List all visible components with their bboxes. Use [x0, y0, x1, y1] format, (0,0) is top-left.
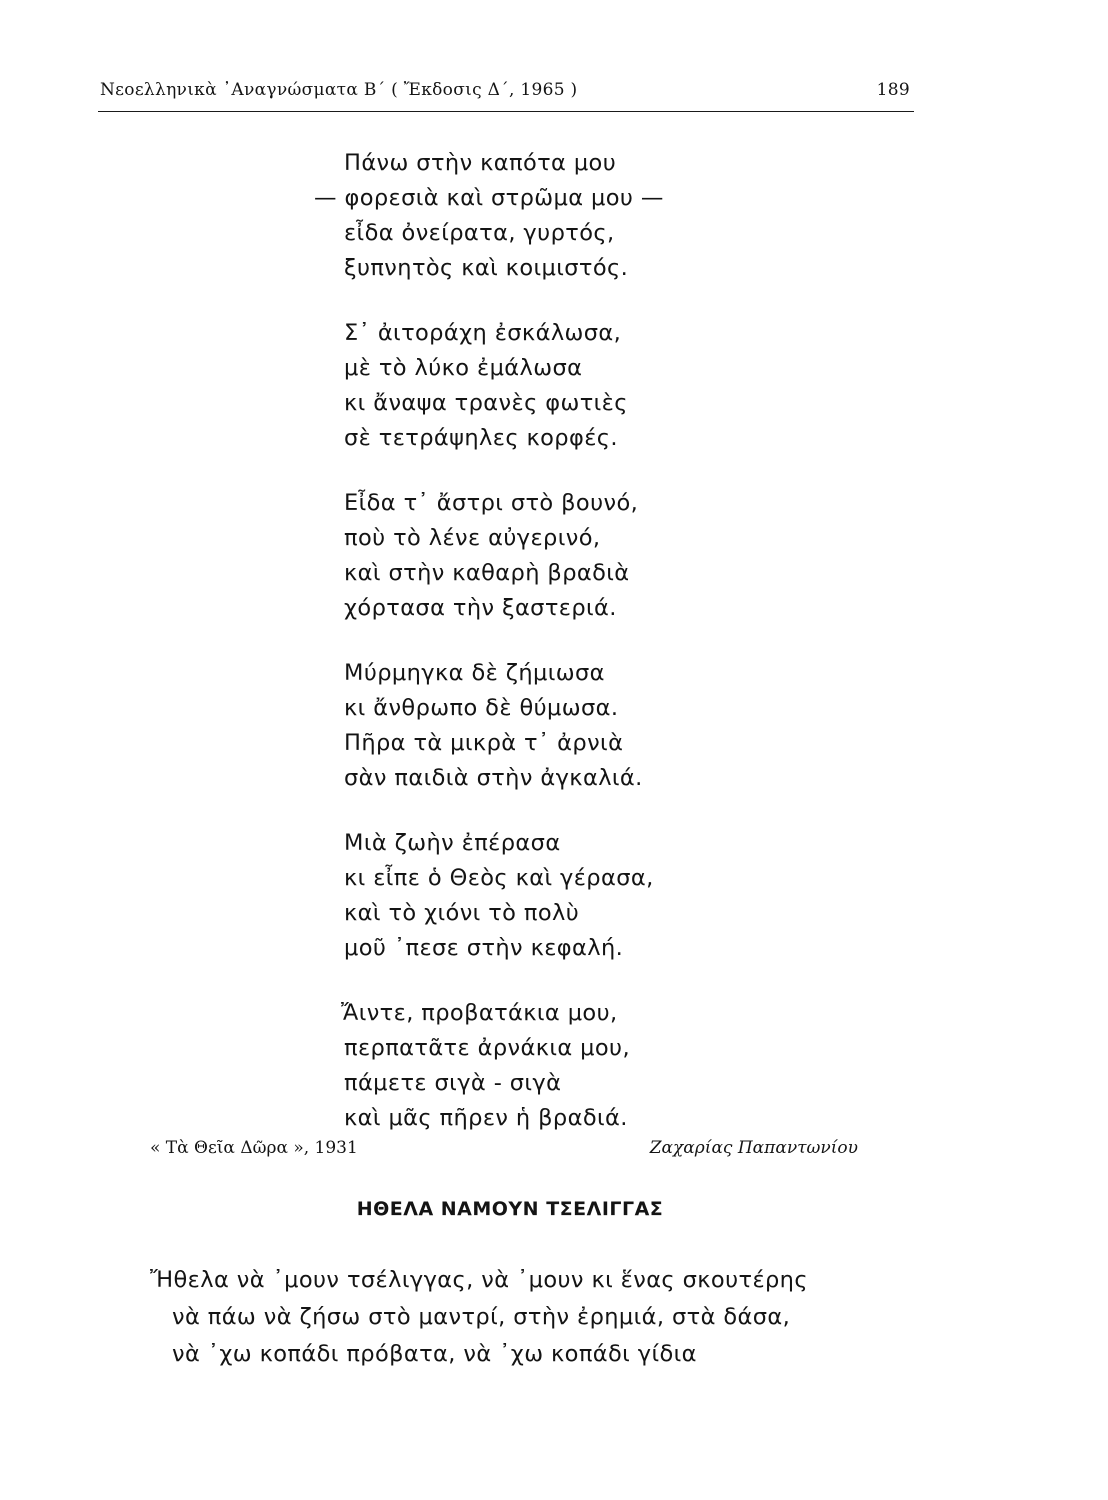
verse-line: Ἤθελα νὰ ᾿μουν τσέλιγγας, νὰ ᾿μουν κι ἕνας σκουτέρης: [150, 1267, 808, 1293]
poem-line: χόρτασα τὴν ξαστεριά.: [344, 595, 617, 621]
verse-line: νὰ ᾿χω κοπάδι πρόβατα, νὰ ᾿χω κοπάδι γίδια: [172, 1341, 697, 1367]
poem-line: Πῆρα τὰ μικρὰ τ᾿ ἀρνιὰ: [344, 730, 624, 756]
poem-line: ξυπνητὸς καὶ κοιμιστός.: [344, 255, 629, 281]
poem-line: Πάνω στὴν καπότα μου: [344, 150, 617, 176]
poem-line: Ἄιντε, προβατάκια μου,: [341, 1000, 618, 1026]
poem-line: Σ᾿ ἀιτοράχη ἐσκάλωσα,: [344, 320, 622, 346]
poem-line: καὶ στὴν καθαρὴ βραδιὰ: [344, 560, 630, 586]
poem-line: εἶδα ὀνείρατα, γυρτός,: [344, 220, 615, 246]
source-citation: « Τὰ Θεῖα Δῶρα », 1931: [150, 1138, 358, 1158]
running-title: Νεοελληνικὰ ᾿Αναγνώσματα Β΄ ( Ἔκδοσις Δ΄, 1965 ): [100, 80, 578, 100]
author-name: Ζαχαρίας Παπαντωνίου: [649, 1138, 858, 1158]
section-body: [150, 1262, 870, 1373]
poem-line: περπατᾶτε ἀρνάκια μου,: [344, 1035, 631, 1061]
poem-line: καὶ τὸ χιόνι τὸ πολὺ: [344, 900, 580, 926]
poem-line: Μιὰ ζωὴν ἐπέρασα: [344, 830, 561, 856]
poem: [314, 146, 744, 1166]
poem-line: κι ἄναψα τρανὲς φωτιὲς: [344, 390, 628, 416]
poem-line: — φορεσιὰ καὶ στρῶμα μου —: [314, 185, 664, 211]
poem-line: ποὺ τὸ λένε αὐγερινό,: [344, 525, 601, 551]
poem-line: Μύρμηγκα δὲ ζήμιωσα: [344, 660, 605, 686]
stanza-6: [341, 996, 744, 1136]
poem-line: σὲ τετράψηλες κορφές.: [344, 425, 618, 451]
stanza-5: [344, 826, 744, 966]
poem-line: Εἶδα τ᾿ ἄστρι στὸ βουνό,: [344, 490, 639, 516]
poem-line: πάμετε σιγὰ - σιγὰ: [344, 1070, 562, 1096]
poem-line: καὶ μᾶς πῆρεν ἡ βραδιά.: [344, 1105, 628, 1131]
stanza-3: [344, 486, 744, 626]
section-title: ΗΘΕΛΑ ΝΑΜΟΥΝ ΤΣΕΛΙΓΓΑΣ: [356, 1198, 664, 1220]
poem-line: σὰν παιδιὰ στὴν ἀγκαλιά.: [344, 765, 643, 791]
page-number: 189: [876, 80, 910, 100]
poem-line: μὲ τὸ λύκο ἐμάλωσα: [344, 355, 583, 381]
poem-line: κι ἄνθρωπο δὲ θύμωσα.: [344, 695, 619, 721]
stanza-2: [344, 316, 744, 456]
poem-line: κι εἶπε ὁ Θεὸς καὶ γέρασα,: [344, 865, 654, 891]
verse-line: νὰ πάω νὰ ζήσω στὸ μαντρί, στὴν ἐρημιά, στὰ δάσα,: [172, 1304, 791, 1330]
attribution: [150, 1138, 858, 1168]
page-header: [98, 78, 912, 112]
poem-line: μοῦ ᾿πεσε στὴν κεφαλή.: [344, 935, 624, 961]
stanza-4: [344, 656, 744, 796]
stanza-1: [314, 146, 744, 286]
header-rule: [98, 111, 914, 112]
